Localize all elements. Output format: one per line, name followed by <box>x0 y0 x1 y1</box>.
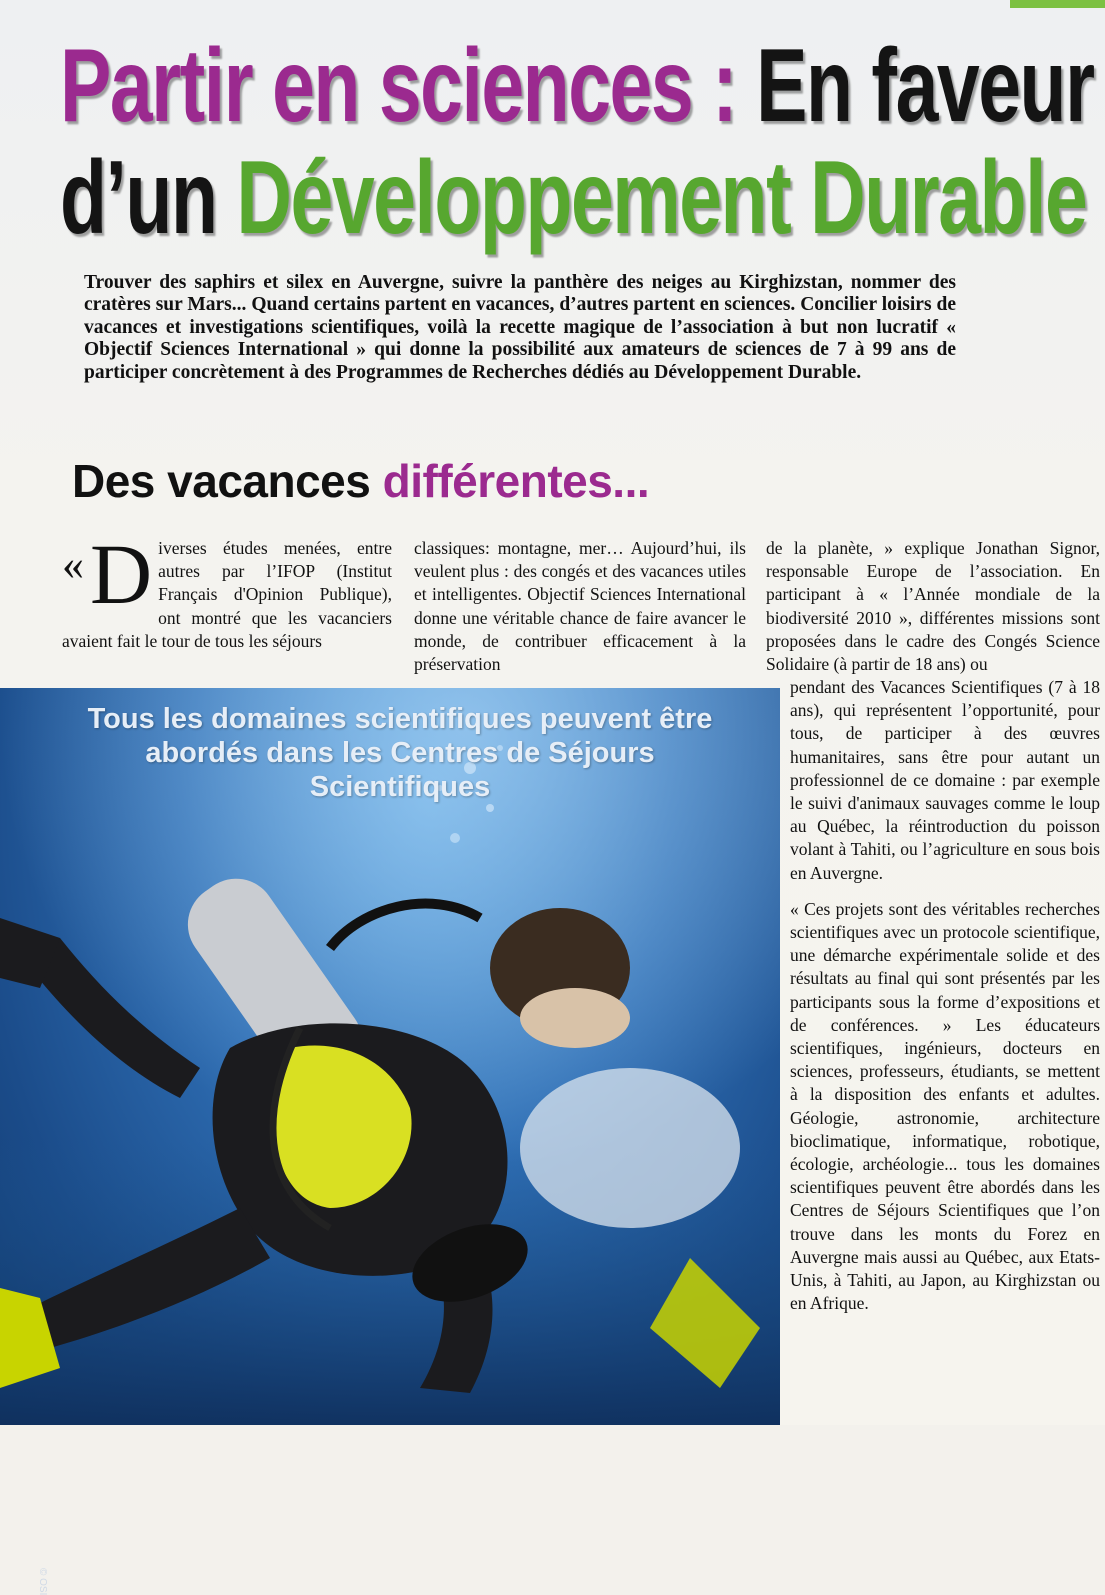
headline-part-1: Partir en sciences : <box>60 28 737 144</box>
column-2-text: classiques: montagne, mer… Aujourd’hui, ils veulent plus : des congés et des vacances utiles et intelligentes. Objectif Sciences International donne une véritable chance de faire avancer le monde, de contribuer efficacement à la préservation <box>414 538 746 675</box>
section-heading-part-1: Des vacances <box>72 455 371 507</box>
headline-part-2: En faveur <box>756 28 1094 144</box>
column-3-paragraph-1: pendant des Vacances Scientifiques (7 à 18 ans), qui représentent l’opportunité, pour tous, de participer à des œuvres humanitaires, sans être pour autant un professionnel de ce domaine : par exemple le suivi d'animaux sauvages comme le loup au Québec, la réintroduction du poisson volant à Tahiti, ou l’agriculture en sous bois en Auvergne. <box>790 677 1100 883</box>
photo-credit: © OSI <box>37 1568 48 1595</box>
column-3-top <box>766 537 1100 676</box>
diver-photo <box>0 688 780 1595</box>
column-3-lower <box>790 676 1100 1328</box>
column-3-top-text: de la planète, » explique Jonathan Signor, responsable Europe de l’association. En participant à « l’Année mondiale de la biodiversité 2010 », différentes missions sont proposées dans le cadre des Congés Science Solidaire (à partir de 18 ans) ou <box>766 538 1100 675</box>
headline-line-1 <box>60 28 1094 144</box>
page-tab-bar <box>1010 0 1105 8</box>
column-2 <box>414 537 746 676</box>
section-heading-part-2: différentes... <box>382 455 650 507</box>
intro-paragraph: Trouver des saphirs et silex en Auvergne, suivre la panthère des neiges au Kirghizstan, nommer des cratères sur Mars... Quand certains partent en vacances, d’autres partent en sciences. Concilier loisirs de vacances et investigations scientifiques, voilà la recette magique de l’association à but non lucratif « Objectif Sciences International » qui donne la possibilité aux amateurs de sciences de 7 à 99 ans de participer concrètement à des Programmes de Recherches dédiés au Développement Durable. <box>84 272 956 383</box>
headline-part-4: Développement Durable <box>236 140 1087 256</box>
drop-cap: D <box>90 526 153 622</box>
section-heading <box>72 454 649 508</box>
headline-line-2 <box>60 140 1087 256</box>
column-3-paragraph-2: « Ces projets sont des véritables recherches scientifiques avec un protocole scientifique, une démarche expérimentale solide et des résultats au final qui sont présentés par les participants sous la forme d’expositions et de conférences. » Les éducateurs scientifiques, ingénieurs, docteurs en sciences, professeurs, étudiants, se mettent à la disposition des enfants et adultes. Géologie, astronomie, architecture bioclimatique, informatique, robotique, écologie, archéologie... tous les domaines scientifiques peuvent être abordés dans les Centres de Séjours Scientifiques que l’on trouve dans les monts du Forez en Auvergne mais aussi au Québec, aux Etats-Unis, à Tahiti, au Japon, au Kirghizstan ou en Afrique. <box>790 898 1100 1314</box>
opening-quote: « <box>62 540 84 589</box>
column-1-text: iverses études menées, entre autres par l’IFOP (Institut Français d'Opinion Publique), ont montré que les vacanciers avaient fait le tour de tous les séjours <box>62 538 392 651</box>
headline <box>60 28 1094 256</box>
column-1 <box>62 526 392 653</box>
headline-part-3: d’un <box>60 140 217 256</box>
photo-caption: Tous les domaines scientifiques peuvent être abordés dans les Centres de Séjours Scientifiques <box>87 703 713 803</box>
